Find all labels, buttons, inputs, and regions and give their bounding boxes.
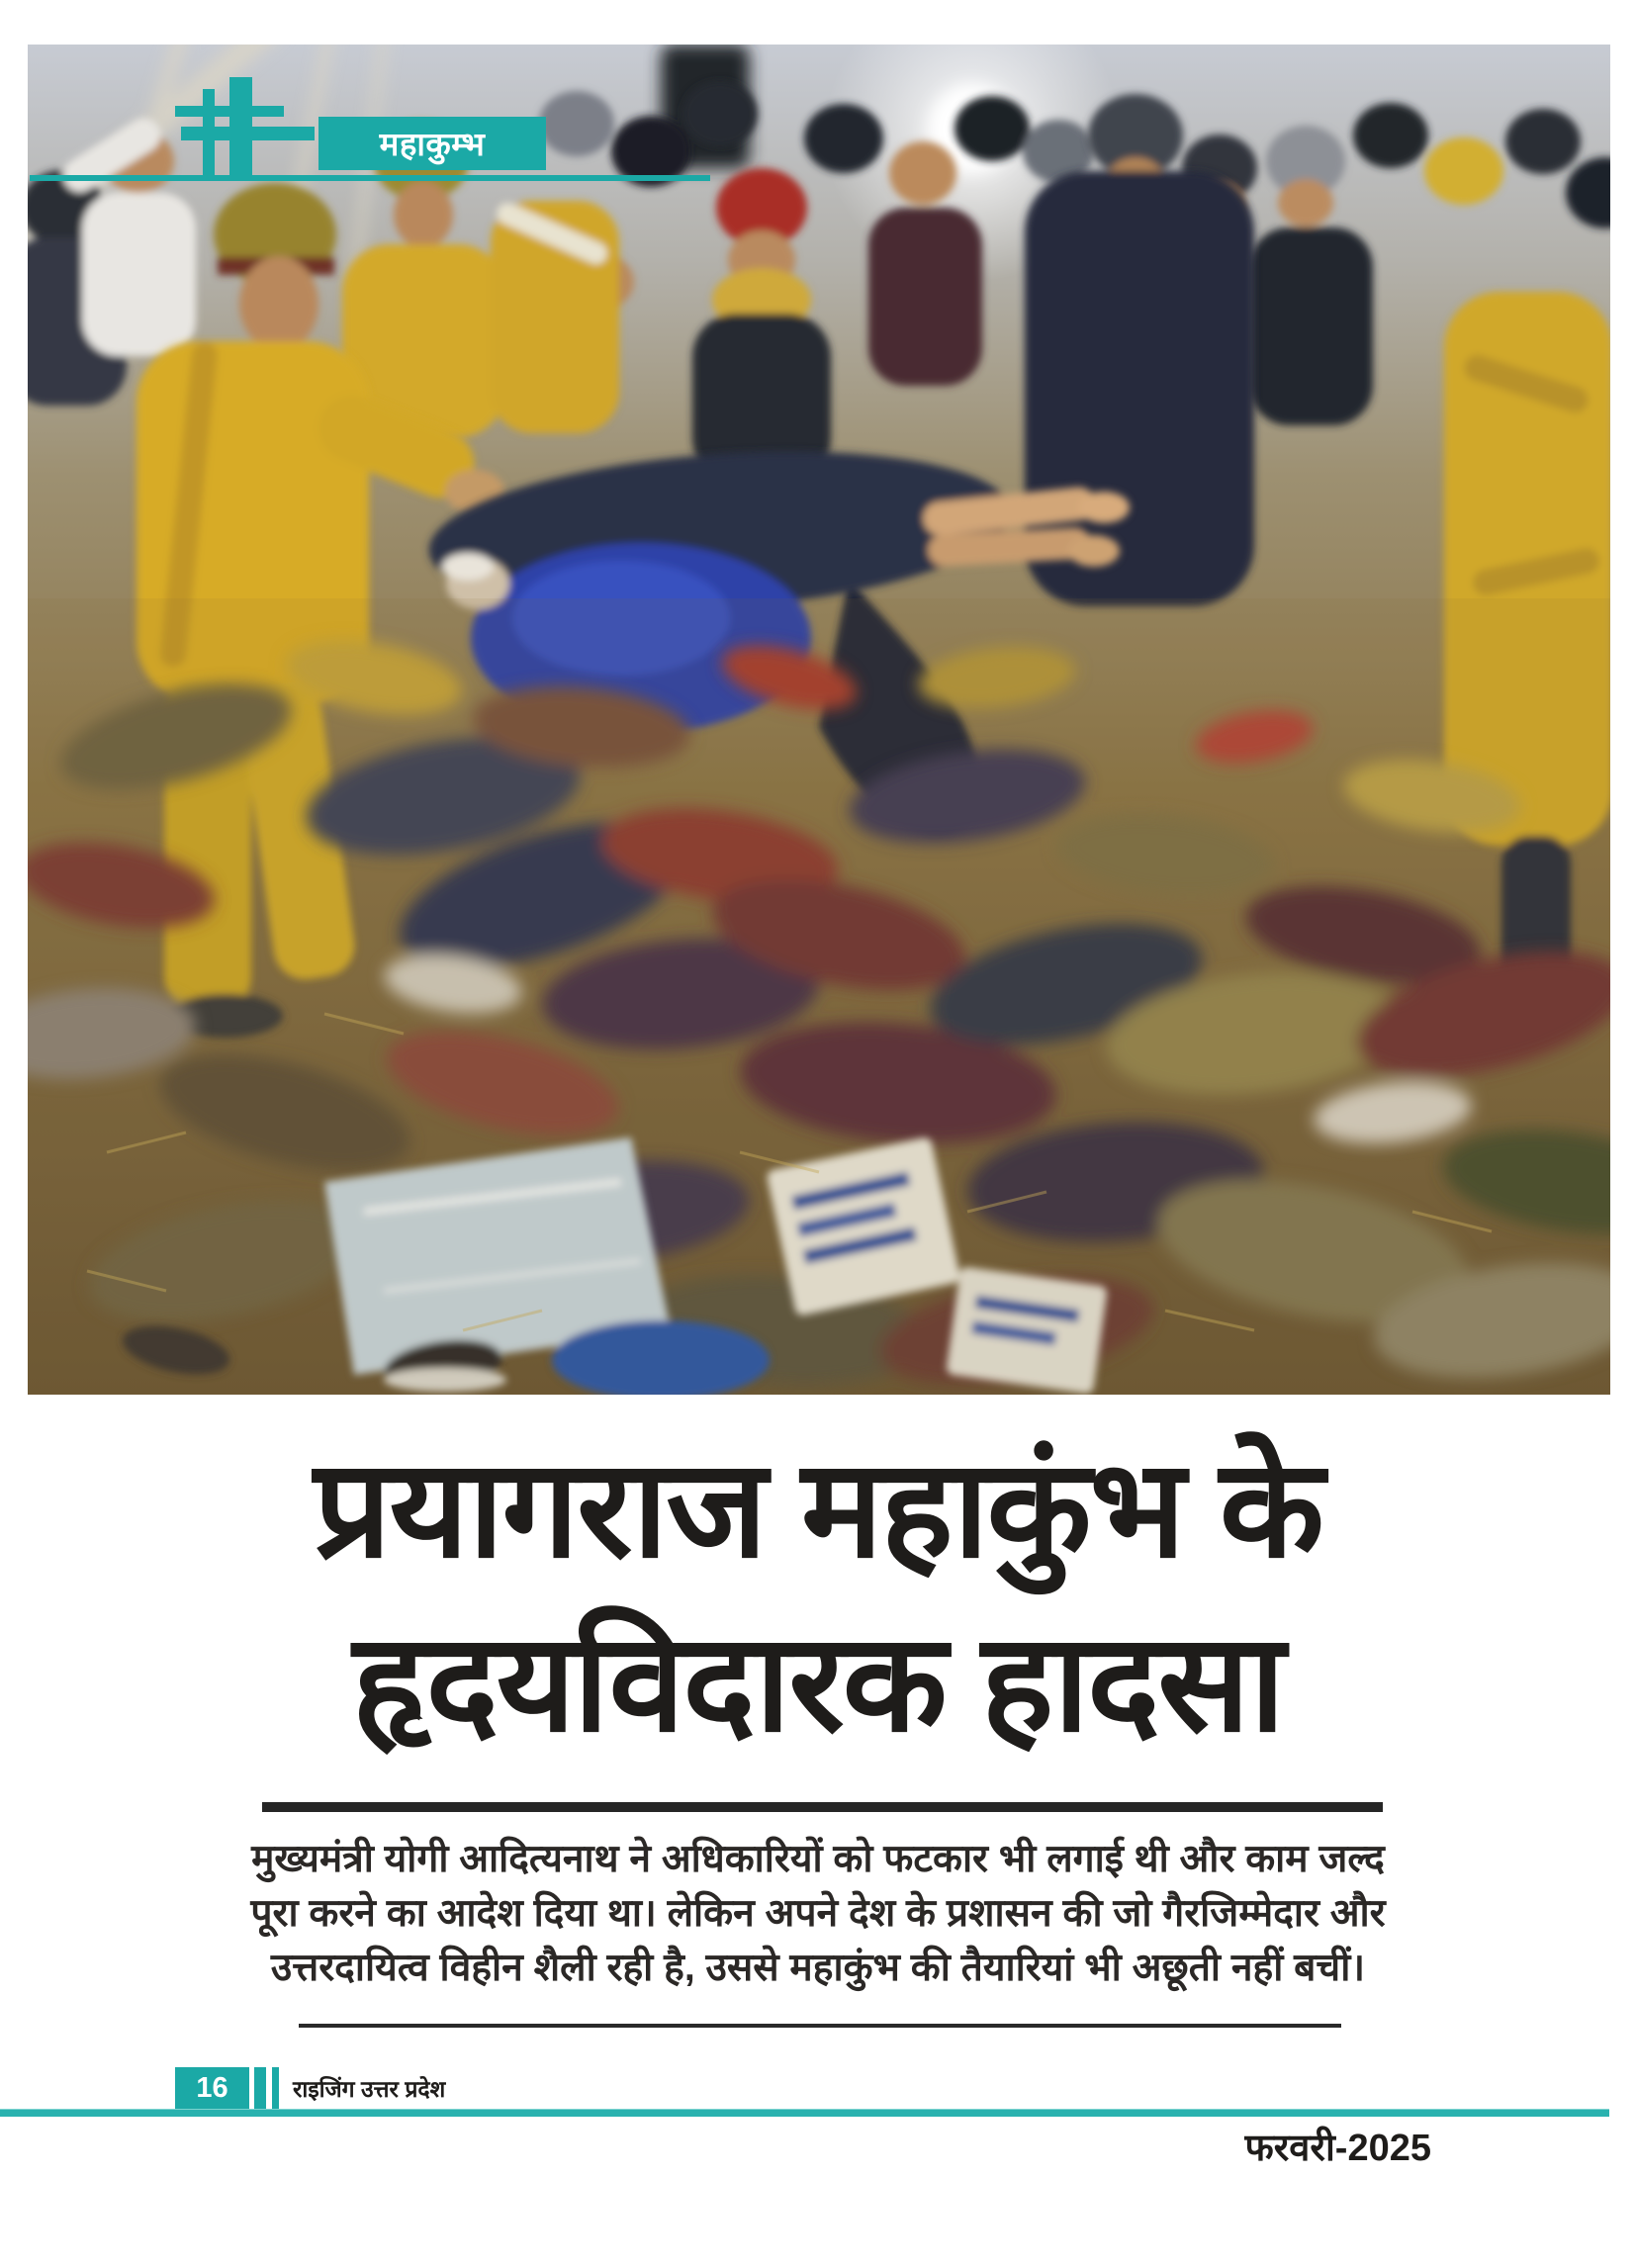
article-photo — [28, 45, 1610, 1395]
article-headline — [0, 1422, 1636, 1770]
page-number-badge — [175, 2067, 249, 2109]
footer-accent-bar-2 — [272, 2067, 279, 2109]
hashtag-bar-horizontal-bottom — [181, 127, 315, 140]
deck-line-3: उत्तरदायित्व विहीन शैली रही है, उससे महाकुंभ की तैयारियां भी अछूती नहीं बचीं। — [270, 1947, 1366, 1989]
article-photo-illustration — [28, 45, 1610, 1395]
footer-accent-bar-1 — [254, 2067, 266, 2109]
page-number: 16 — [196, 2071, 228, 2104]
hashtag-bar-horizontal-top — [175, 106, 284, 117]
footer-teal-band — [0, 2109, 1609, 2117]
section-label: महाकुम्भ — [379, 125, 486, 162]
section-band — [318, 117, 546, 170]
issue-date: फरवरी-2025 — [1244, 2128, 1431, 2169]
deck-bottom-rule — [299, 2024, 1341, 2028]
magazine-title: राइजिंग उत्तर प्रदेश — [293, 2076, 446, 2102]
deck-top-rule — [262, 1802, 1383, 1812]
headline-line-1: प्रयागराज महाकुंभ के — [314, 1433, 1322, 1586]
section-underline — [30, 175, 710, 181]
deck-line-1: मुख्यमंत्री योगी आदित्यनाथ ने अधिकारियों को फटकार भी लगाई थी और काम जल्द — [251, 1838, 1385, 1880]
headline-line-2: हृदयविदारक हादसा — [352, 1607, 1284, 1760]
article-deck — [0, 1832, 1636, 1995]
deck-line-2: पूरा करने का आदेश दिया था। लेकिन अपने देश के प्रशासन की जो गैरजिम्मेदार और — [250, 1892, 1386, 1935]
